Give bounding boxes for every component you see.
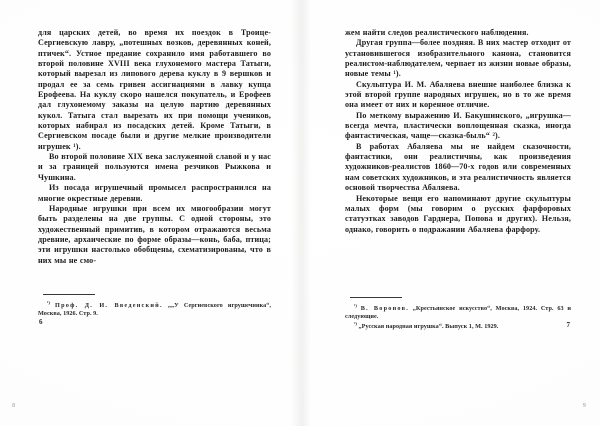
footnote-text: „Крестьянское искусство“, Москва, 1924. Стр. 63 и следующие. xyxy=(345,305,571,320)
right-page-column xyxy=(345,0,571,426)
page-number-left: 6 xyxy=(39,318,43,326)
footnote-marker: ²) xyxy=(354,321,357,327)
footnote-author: Проф. Д. И. Введенский. xyxy=(55,302,163,310)
paragraph: для царских детей, во время их поездок в Троице-Сергиевскую лавру, „потешных возков, деревянных коней, птичек“. Устное предание сохранило имя работавшего во второй половине XVIII века глухонемого мастера Татыги, который вырезал из липового дерева куклу в 9 вершков и продал ее за семь гривен ассигнациями в лавку купца Ерофеева. На куклу скоро нашелся покупатель, и Ерофеев дал глухонемому заказы на целую партию деревянных кукол. Татыга стал вырезать их при помощи учеников, которых набирал из посадских детей. Кроме Татыги, в Сергиевском посаде были и другие мелкие производители игрушек ¹). xyxy=(38,28,271,151)
right-page-footnotes xyxy=(345,297,571,331)
footnote-marker: ¹) xyxy=(47,300,50,305)
paragraph: Другая группа—более поздняя. В них мастер отходит от установившегося изобразительного канона, становится реалистом-наблюдателем, черпает из жизни новые образы, новые темы ¹). xyxy=(345,38,571,79)
paragraph: Из посада игрушечный промысел распространился на многие окрестные деревни. xyxy=(38,183,271,203)
footnote-separator-rule xyxy=(350,297,402,298)
footnote-text: „„У Сергиевского игрушечника“, Москва, 1926. Стр. 9. xyxy=(38,302,272,317)
left-page-text-body xyxy=(38,28,271,266)
footnote-marker: ¹) xyxy=(354,303,357,308)
paragraph: Во второй половине XIX века заслуженной славой и у нас и за границей пользуются имена резчиков Рыжкова и Чушкина. xyxy=(38,152,271,182)
paragraph: По меткому выражению И. Бакушинского, „игрушка—всегда мечта, пластически воплощенная сказка, иногда фантастическая, чаще—сказка-быль“ ²). xyxy=(345,110,571,141)
footnote xyxy=(345,320,571,331)
paragraph: В работах Абаляева мы не найдем сказочности, фантастики, они реалистичны, как произведения художников-реалистов 1860—70-х годов или современных нам советских художников, и эта реалистичность является основой творчества Абаляева. xyxy=(345,141,571,193)
footnote-text: „Русская народная игрушка“. Выпуск 1, М. 1929. xyxy=(358,323,499,331)
left-page-footnotes xyxy=(38,294,271,317)
footnote xyxy=(345,302,571,320)
footnote xyxy=(38,299,271,317)
right-page-text-body xyxy=(345,28,571,235)
paragraph: Скульптура И. М. Абаляева внешне наиболее близка к этой второй группе народных игрушек, но в то же время она имеет от них и коренное отличие. xyxy=(345,79,571,110)
footnote-author: В. Воронов. xyxy=(360,305,409,313)
left-page-column xyxy=(38,0,271,426)
paragraph: Народные игрушки при всем их многообразии могут быть разделены на две группы. С одной стороны, это художественный примитив, в котором отражаются весьма древние, архаические по форме образы—конь, баба, птица; эти игрушки настолько обобщены, схематизированы, что в них мы не смо- xyxy=(38,203,271,265)
scan-corner-number-left: 8 xyxy=(12,402,16,409)
page-number-right: 7 xyxy=(566,321,570,329)
scan-corner-number-right: 9 xyxy=(582,402,586,409)
paragraph: жем найти следов реалистического наблюдения. xyxy=(345,28,529,37)
footnote-separator-rule xyxy=(43,294,95,295)
paragraph: Некоторые вещи его напоминают другие скульптуры малых форм (мы говорим о русских фарфоровых статуэтках заводов Гарднера, Попова и других). Нельзя, однако, говорить о подражании Абаляева фарфору. xyxy=(345,193,571,234)
